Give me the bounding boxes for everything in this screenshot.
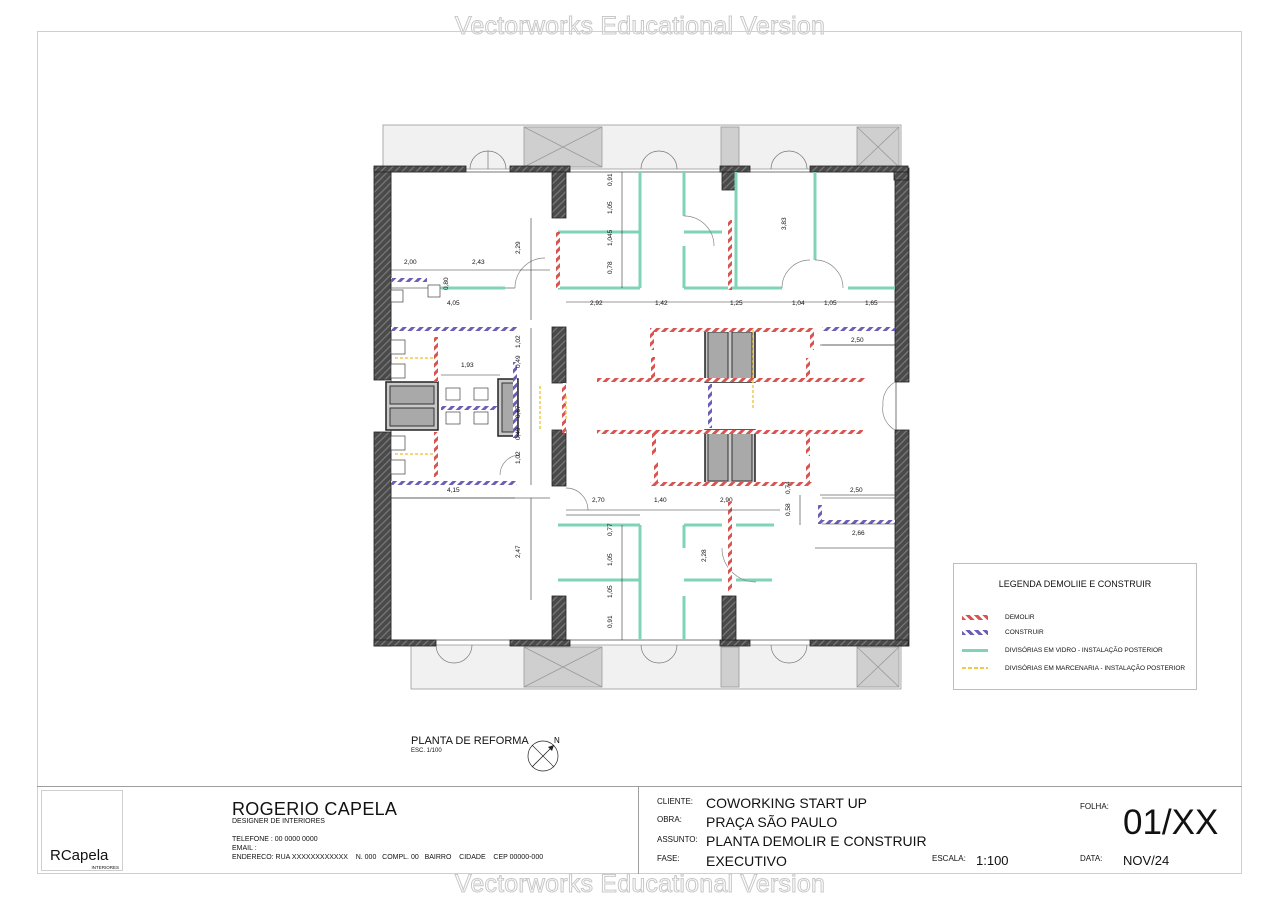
watermark-bottom: Vectorworks Educational Version [454, 870, 826, 898]
dimension-label: 1,25 [730, 300, 743, 307]
folha-value: 01/XX [1123, 803, 1219, 842]
dimension-label: 0,49 [515, 427, 522, 440]
legend-title: LEGENDA DEMOLIIE E CONSTRUIR [998, 579, 1152, 589]
obra-value: PRAÇA SÃO PAULO [706, 814, 838, 830]
data-label: DATA: [1080, 854, 1103, 863]
designer-role: DESIGNER DE INTERIORES [232, 818, 325, 825]
dimension-label: 1,05 [607, 585, 614, 598]
logo-subtitle: INTERIORES [91, 865, 119, 870]
plan-scale: ESC. 1/100 [411, 748, 442, 754]
dimension-label: 2,70 [592, 497, 605, 504]
dimension-label: 4,05 [447, 300, 460, 307]
dimension-label: 2,29 [515, 241, 522, 254]
legend-item-marcenaria [962, 662, 1185, 674]
dimension-label: 0,67 [515, 405, 522, 418]
dimension-label: 1,42 [655, 300, 668, 307]
north-label: N [554, 736, 560, 745]
dimension-label: 0,77 [607, 523, 614, 536]
legend-swatch-yellow [962, 667, 988, 669]
logo [41, 790, 123, 871]
dimension-label: 1,04 [792, 300, 805, 307]
dimension-label: 1,05 [607, 553, 614, 566]
dimension-label: 2,50 [851, 337, 864, 344]
legend-swatch-green [962, 649, 988, 652]
dimension-label: 0,74 [785, 481, 792, 494]
legend-swatch-blue [962, 630, 988, 635]
north-arrow-icon [526, 735, 566, 775]
dimension-label: 1,40 [654, 497, 667, 504]
folha-label: FOLHA: [1080, 802, 1109, 811]
dimension-label: 1,02 [515, 335, 522, 348]
dimension-label: 1,05 [824, 300, 837, 307]
dimension-label: 2,50 [850, 487, 863, 494]
dimension-label: 2,47 [515, 545, 522, 558]
dimension-label: 0,78 [607, 261, 614, 274]
dimension-label: 0,49 [515, 355, 522, 368]
dimension-label: 1,93 [461, 362, 474, 369]
designer-address: ENDERECO: RUA XXXXXXXXXXXX N. 000 COMPL. 00 BAIRRO CIDADE CEP 00000-000 [232, 854, 544, 861]
dimension-label: 2,66 [852, 530, 865, 537]
dimension-label: 2,43 [472, 259, 485, 266]
data-value: NOV/24 [1123, 853, 1170, 868]
fase-value: EXECUTIVO [706, 853, 787, 869]
dimension-label: 4,15 [447, 487, 460, 494]
logo-name: RCapela [50, 847, 109, 864]
dimension-label: 0,91 [607, 615, 614, 628]
dimension-label: 2,00 [404, 259, 417, 266]
dimension-label: 1,05 [607, 201, 614, 214]
cliente-value: COWORKING START UP [706, 795, 868, 811]
watermark-top: Vectorworks Educational Version [454, 12, 826, 40]
dimension-label: 2,28 [701, 549, 708, 562]
fase-label: FASE: [657, 854, 680, 863]
dimension-label: 0,58 [785, 503, 792, 516]
dimension-label: 1,65 [865, 300, 878, 307]
title-block-divider [638, 787, 639, 874]
legend-item-demolir [962, 611, 1035, 623]
assunto-value: PLANTA DEMOLIR E CONSTRUIR [706, 833, 927, 849]
legend-label: CONSTRUIR [1005, 628, 1044, 636]
cliente-label: CLIENTE: [657, 797, 694, 806]
dimension-label: 3,83 [781, 217, 788, 230]
dimension-label: 1,045 [607, 229, 614, 246]
dimension-label: 0,91 [607, 173, 614, 186]
dimension-label: 2,92 [590, 300, 603, 307]
legend-swatch-red [962, 615, 988, 620]
legend-label: DEMOLIR [1005, 613, 1035, 621]
legend-item-construir [962, 626, 1044, 638]
legend-label: DIVISÓRIAS EM VIDRO - INSTALAÇÃO POSTERIOR [1005, 646, 1163, 654]
plan-title: PLANTA DE REFORMA [411, 735, 529, 747]
escala-label: ESCALA: [932, 854, 966, 863]
dimension-label: 1,02 [515, 451, 522, 464]
assunto-label: ASSUNTO: [657, 835, 698, 844]
legend-label: DIVISÓRIAS EM MARCENARIA - INSTALAÇÃO POSTERIOR [1005, 664, 1186, 672]
designer-phone: TELEFONE : 00 0000 0000 [232, 836, 318, 843]
designer-email: EMAIL : [232, 845, 257, 852]
obra-label: OBRA: [657, 815, 682, 824]
legend [953, 563, 1197, 690]
legend-item-vidro [962, 644, 1163, 656]
escala-value: 1:100 [976, 853, 1009, 868]
title-block [37, 786, 1242, 874]
dimension-label: 0,80 [443, 277, 450, 290]
dimension-label: 2,90 [720, 497, 733, 504]
plan-caption [411, 735, 529, 754]
designer-name: ROGERIO CAPELA [232, 799, 398, 819]
